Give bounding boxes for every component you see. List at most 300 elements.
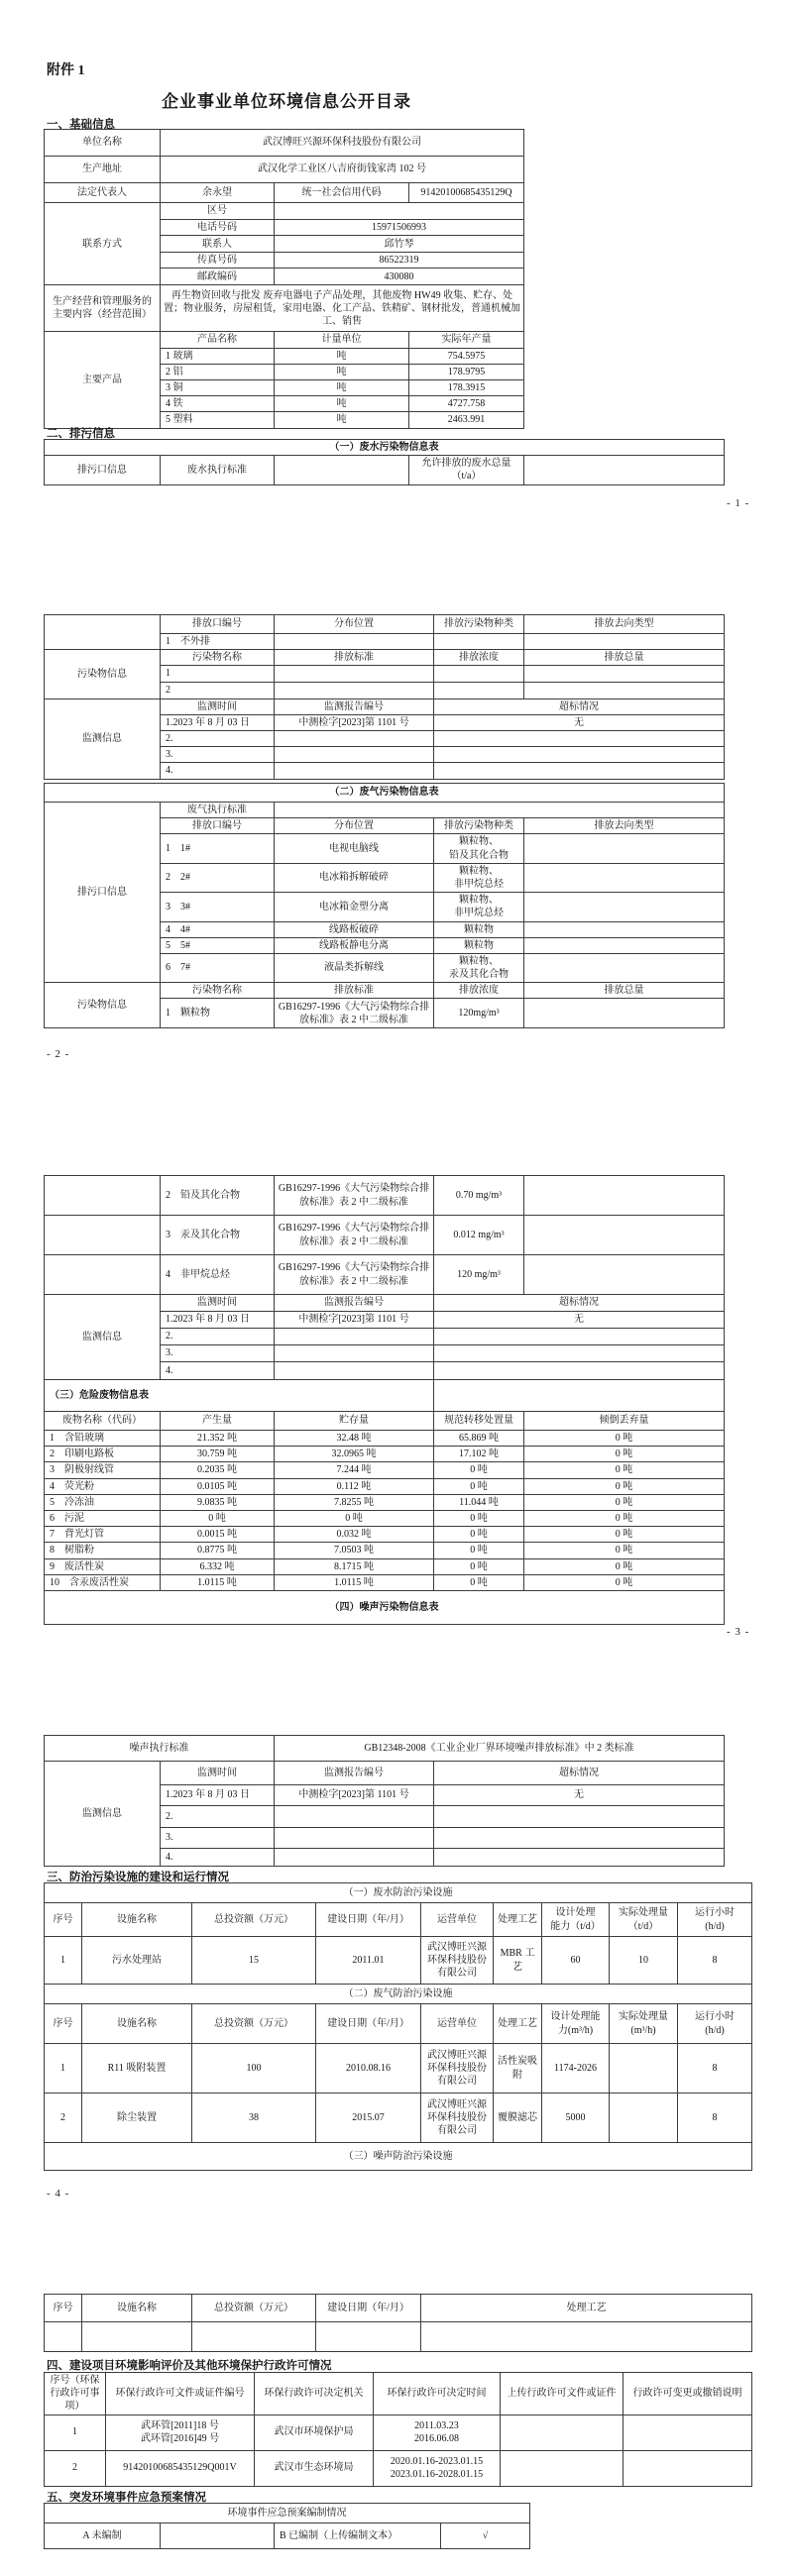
table-cell: 建设日期（年/月） — [316, 1903, 421, 1937]
table-cell: 排放口编号 — [161, 818, 275, 834]
table-cell: 排污口信息 — [45, 803, 161, 983]
table-cell: 2. — [161, 1329, 275, 1345]
waste-gas-pollutant-table — [44, 783, 725, 1028]
table-cell — [524, 1216, 725, 1255]
table-cell: 0 吨 — [275, 1510, 434, 1526]
table-cell — [316, 2322, 421, 2352]
table-cell: 5 5# — [161, 937, 275, 953]
table-cell: 1 — [45, 2044, 82, 2093]
table-cell: 4727.758 — [409, 396, 524, 412]
table-cell: 2011.01 — [316, 1937, 421, 1985]
table-cell: 线路板破碎 — [275, 921, 434, 937]
table-cell: 吨 — [275, 396, 409, 412]
table — [44, 439, 725, 485]
table-cell: 2 — [45, 2093, 82, 2143]
table-cell: 3. — [161, 1345, 275, 1362]
table-cell — [275, 1806, 434, 1828]
table-cell: 排放标准 — [275, 983, 434, 999]
table-cell: （三）危险废物信息表 — [45, 1380, 434, 1412]
table — [44, 1882, 752, 2171]
table-cell: 178.9795 — [409, 364, 524, 379]
table-cell — [434, 1329, 725, 1345]
table-cell: 联系人 — [161, 236, 275, 253]
table-cell — [623, 2450, 752, 2486]
table-cell: 32.48 吨 — [275, 1431, 434, 1447]
table-cell: 电话号码 — [161, 220, 275, 236]
page-number: - 1 - — [727, 497, 750, 509]
table-cell — [275, 1362, 434, 1380]
table-cell: 120mg/m³ — [434, 999, 524, 1028]
table-cell — [524, 1176, 725, 1216]
table-cell: 2463.991 — [409, 412, 524, 428]
table-cell — [524, 666, 725, 682]
table-cell: 建设日期（年/月） — [316, 2004, 421, 2044]
table-cell: 0.70 mg/m³ — [434, 1176, 524, 1216]
emergency-plan-table — [44, 2503, 530, 2549]
table-cell: 15 — [192, 1937, 316, 1985]
table-cell: 2 — [45, 2450, 106, 2486]
table-cell: 计量单位 — [275, 332, 409, 348]
table-cell: 0 吨 — [524, 1494, 725, 1510]
table-cell: （二）废气污染物信息表 — [45, 784, 725, 803]
table-cell: 污染物信息 — [45, 983, 161, 1028]
table-cell: 余永望 — [161, 183, 275, 203]
table-cell: 1 1# — [161, 834, 275, 863]
table-cell: 2015.07 — [316, 2093, 421, 2143]
table-cell: 91420100685435129Q — [409, 183, 524, 203]
table-cell: 0 吨 — [434, 1558, 524, 1574]
table-cell: 主要产品 — [45, 332, 161, 428]
table-cell: 1 不外排 — [161, 634, 275, 650]
table-cell: 30.759 吨 — [161, 1447, 275, 1462]
table-cell: 2020.01.16-2023.01.15 2023.01.16-2028.01.15 — [374, 2450, 501, 2486]
table-cell: 3 3# — [161, 893, 275, 921]
table-cell: 运行小时 (h/d) — [678, 2004, 752, 2044]
table-cell: 颗粒物 — [434, 937, 524, 953]
table-cell: 设计处理能 力(m³/h) — [542, 2004, 610, 2044]
table — [44, 2294, 752, 2352]
table-cell: 38 — [192, 2093, 316, 2143]
table-cell — [275, 1329, 434, 1345]
table-cell: 6 污泥 — [45, 1510, 161, 1526]
table-cell — [275, 730, 434, 746]
table-cell: R11 吸附装置 — [82, 2044, 192, 2093]
table-cell: 设计处理 能力（t/d） — [542, 1903, 610, 1937]
table-cell: 废水执行标准 — [161, 456, 275, 484]
table-cell: 序号 — [45, 1903, 82, 1937]
wastewater-pollutant-table-header — [44, 439, 725, 485]
table-cell: 吨 — [275, 364, 409, 379]
table-cell: 0 吨 — [524, 1574, 725, 1590]
table-cell — [524, 953, 725, 982]
table-cell: 86522319 — [275, 253, 524, 268]
table-cell: 排放总量 — [524, 983, 725, 999]
table-cell: 2 印刷电路板 — [45, 1447, 161, 1462]
table-cell: 单位名称 — [45, 130, 161, 157]
table-cell — [275, 682, 434, 698]
table — [44, 2503, 530, 2549]
table-cell: 8.1715 吨 — [275, 1558, 434, 1574]
table-cell: 设施名称 — [82, 2004, 192, 2044]
noise-pollutant-table — [44, 1735, 725, 1867]
table-cell: 7.0503 吨 — [275, 1543, 434, 1558]
table-cell: 生产地址 — [45, 157, 161, 183]
table-cell: 6 7# — [161, 953, 275, 982]
table-cell: 噪声执行标准 — [45, 1736, 275, 1762]
table-cell: 中测检字[2023]第 1101 号 — [275, 1312, 434, 1329]
table-cell: 0.032 吨 — [275, 1527, 434, 1543]
table-cell: 1 玻璃 — [161, 348, 275, 364]
table-cell: 处理工艺 — [421, 2295, 752, 2322]
table-cell — [275, 1828, 434, 1849]
table-cell: 监测时间 — [161, 1762, 275, 1785]
table-cell: 建设日期（年/月） — [316, 2295, 421, 2322]
table-cell: 处理工艺 — [494, 1903, 542, 1937]
table-cell: 序号 — [45, 2295, 82, 2322]
table-cell: 排放污染物种类 — [434, 615, 524, 634]
table-cell — [524, 893, 725, 921]
table — [44, 2372, 752, 2487]
table-cell: 1 — [161, 666, 275, 682]
table-cell: 2. — [161, 730, 275, 746]
table-cell: 监测报告编号 — [275, 1762, 434, 1785]
table-cell — [434, 1345, 725, 1362]
table-cell: 8 — [678, 1937, 752, 1985]
wastewater-pollutant-table-continued — [44, 614, 725, 780]
section-heading-facilities: 三、防治污染设施的建设和运行情况 — [47, 1872, 229, 1883]
table-cell: 吨 — [275, 412, 409, 428]
table-cell: 排放污染物种类 — [434, 818, 524, 834]
table-cell: 贮存量 — [275, 1412, 434, 1431]
table-cell: 0 吨 — [524, 1543, 725, 1558]
table-cell: 排污口信息 — [45, 456, 161, 484]
table-cell: 颗粒物 — [434, 921, 524, 937]
table-cell: 武汉化学工业区八吉府街钱家湾 102 号 — [161, 157, 524, 183]
table-cell: 颗粒物、 铅及其化合物 — [434, 834, 524, 863]
table-cell: 3 汞及其化合物 — [161, 1216, 275, 1255]
table-cell — [434, 1849, 725, 1867]
table-cell: 上传行政许可文件或证件 — [501, 2373, 623, 2415]
table-cell: 武汉博旺兴源 环保科技股份 有限公司 — [421, 2093, 494, 2143]
table-cell: 0 吨 — [524, 1558, 725, 1574]
table-cell — [275, 203, 524, 220]
table-cell: 1.2023 年 8 月 03 日 — [161, 714, 275, 730]
table-cell: 区号 — [161, 203, 275, 220]
table-cell: 线路板静电分离 — [275, 937, 434, 953]
table-cell: 序号 — [45, 2004, 82, 2044]
table-cell: 3 铜 — [161, 379, 275, 395]
table-cell: 再生物资回收与批发 废弃电器电子产品处理，其他废物 HW49 收集、贮存、处置；物业服务，房屋租赁，家用电器、化工产品、铁精矿、钢材批发，普通机械加工、销售 — [161, 285, 524, 332]
table-cell: 监测时间 — [161, 1295, 275, 1312]
table-cell: 32.0965 吨 — [275, 1447, 434, 1462]
table-cell: 总投资额（万元） — [192, 2295, 316, 2322]
table-cell — [275, 634, 434, 650]
table-cell: 7 背光灯管 — [45, 1527, 161, 1543]
table-cell: 1.0115 吨 — [161, 1574, 275, 1590]
table-cell: 17.102 吨 — [434, 1447, 524, 1462]
table-cell: 废物名称（代码） — [45, 1412, 161, 1431]
table-cell: （三）噪声防治污染设施 — [45, 2143, 752, 2171]
table-cell: 4 4# — [161, 921, 275, 937]
table-cell: GB16297-1996《大气污染物综合排放标准》表 2 中二级标准 — [275, 999, 434, 1028]
table-cell — [524, 634, 725, 650]
table-cell: 100 — [192, 2044, 316, 2093]
table-cell: 8 — [678, 2044, 752, 2093]
table-cell — [524, 937, 725, 953]
document-title: 企业事业单位环境信息公开目录 — [162, 92, 411, 111]
table-cell: 实际年产量 — [409, 332, 524, 348]
table-cell: GB12348-2008《工业企业厂界环境噪声排放标准》中 2 类标准 — [275, 1736, 725, 1762]
table-cell: 传真号码 — [161, 253, 275, 268]
table-cell — [524, 863, 725, 892]
table-cell: 0 吨 — [434, 1574, 524, 1590]
table-cell: 除尘装置 — [82, 2093, 192, 2143]
table-cell: 产品名称 — [161, 332, 275, 348]
table-cell: 0.8775 吨 — [161, 1543, 275, 1558]
section-heading-permits: 四、建设项目环境影响评价及其他环境保护行政许可情况 — [47, 2360, 332, 2372]
table-cell: 0 吨 — [434, 1462, 524, 1478]
table-cell: 4 荧光粉 — [45, 1478, 161, 1494]
table-cell: 5 塑料 — [161, 412, 275, 428]
table-cell: 排放标准 — [275, 650, 434, 666]
table-cell: 0 吨 — [524, 1431, 725, 1447]
table-cell: 电冰箱拆解破碎 — [275, 863, 434, 892]
noise-control-facilities-table — [44, 2294, 752, 2352]
table-cell: 2 铝 — [161, 364, 275, 379]
table-cell — [161, 2523, 275, 2549]
table-cell: （四）噪声污染物信息表 — [45, 1590, 725, 1624]
table-cell: MBR 工艺 — [494, 1937, 542, 1985]
table-cell: 监测信息 — [45, 698, 161, 779]
table-cell: 15971506993 — [275, 220, 524, 236]
table-cell — [275, 747, 434, 763]
table-cell: 排放去向类型 — [524, 615, 725, 634]
table-cell: √ — [441, 2523, 530, 2549]
table-cell: 0 吨 — [524, 1527, 725, 1543]
table-cell — [275, 1849, 434, 1867]
table-cell: 1.2023 年 8 月 03 日 — [161, 1785, 275, 1806]
table-cell: 4. — [161, 1849, 275, 1867]
table-cell: 754.5975 — [409, 348, 524, 364]
table-cell: 10 含汞废活性炭 — [45, 1574, 161, 1590]
table-cell: 联系方式 — [45, 203, 161, 285]
table-cell: 允许排放的废水总量 （t/a） — [409, 456, 524, 484]
table — [44, 783, 725, 1028]
table-cell — [501, 2450, 623, 2486]
table-cell: 分布位置 — [275, 818, 434, 834]
table-cell: A 未编制 — [45, 2523, 161, 2549]
table — [44, 129, 524, 429]
table-cell — [524, 456, 725, 484]
table-cell: 法定代表人 — [45, 183, 161, 203]
table-cell — [45, 615, 161, 650]
table-cell — [434, 1380, 725, 1412]
table-cell — [82, 2322, 192, 2352]
table-cell — [610, 2093, 678, 2143]
table-cell: GB16297-1996《大气污染物综合排放标准》表 2 中二级标准 — [275, 1216, 434, 1255]
table-cell: 实际处理量 (m³/h) — [610, 2004, 678, 2044]
table-cell — [434, 1828, 725, 1849]
table-cell: 9.0835 吨 — [161, 1494, 275, 1510]
table-cell: 设施名称 — [82, 1903, 192, 1937]
table-cell: 产生量 — [161, 1412, 275, 1431]
table-cell: 60 — [542, 1937, 610, 1985]
table-cell — [45, 2322, 82, 2352]
table-cell: 中测检字[2023]第 1101 号 — [275, 714, 434, 730]
table-cell: 武汉博旺兴源环保科技股份有限公司 — [161, 130, 524, 157]
table-cell: 8 树脂粉 — [45, 1543, 161, 1558]
table-cell: 运行小时 (h/d) — [678, 1903, 752, 1937]
attachment-label: 附件 1 — [47, 63, 85, 78]
table-cell: 无 — [434, 1312, 725, 1329]
table-cell: 1.0115 吨 — [275, 1574, 434, 1590]
administrative-permits-table — [44, 2372, 752, 2487]
table-cell: 运营单位 — [421, 1903, 494, 1937]
section-heading-basic-info: 一、基础信息 — [47, 119, 115, 131]
table-cell: 91420100685435129Q001V — [106, 2450, 255, 2486]
table-cell: 2010.08.16 — [316, 2044, 421, 2093]
table-cell: 废气执行标准 — [161, 803, 275, 818]
table-cell: 0 吨 — [524, 1478, 725, 1494]
table-cell: 排放浓度 — [434, 650, 524, 666]
table-cell: 120 mg/m³ — [434, 1255, 524, 1295]
table-cell: 邮政编码 — [161, 268, 275, 285]
table-cell: 排放口编号 — [161, 615, 275, 634]
table-cell: 0 吨 — [434, 1543, 524, 1558]
table — [44, 1735, 725, 1867]
table-cell: 分布位置 — [275, 615, 434, 634]
table-cell: 电视电脑线 — [275, 834, 434, 863]
table-cell: 超标情况 — [434, 1762, 725, 1785]
table-cell: 污染物信息 — [45, 650, 161, 698]
table-cell — [434, 730, 725, 746]
table-cell: 1174-2026 — [542, 2044, 610, 2093]
table-cell — [610, 2044, 678, 2093]
table-cell — [275, 1345, 434, 1362]
table-cell — [45, 1176, 161, 1216]
table-cell: 1 颗粒物 — [161, 999, 275, 1028]
table-cell: 4. — [161, 763, 275, 779]
table-cell — [275, 803, 725, 818]
table-cell: 0.0015 吨 — [161, 1527, 275, 1543]
table-cell: 2 — [161, 682, 275, 698]
table-cell: 430080 — [275, 268, 524, 285]
table-cell — [524, 921, 725, 937]
table-cell: 0 吨 — [524, 1510, 725, 1526]
table-cell: GB16297-1996《大气污染物综合排放标准》表 2 中二级标准 — [275, 1176, 434, 1216]
table-cell: 统一社会信用代码 — [275, 183, 409, 203]
table-cell: 中测检字[2023]第 1101 号 — [275, 1785, 434, 1806]
table-cell: 环保行政许可决定机关 — [255, 2373, 374, 2415]
page-number: - 3 - — [727, 1626, 750, 1638]
table-cell: 监测报告编号 — [275, 698, 434, 714]
table-cell: 0 吨 — [434, 1527, 524, 1543]
table-cell: 实际处理量 （t/d） — [610, 1903, 678, 1937]
table-cell: 1 含铅玻璃 — [45, 1431, 161, 1447]
table-cell — [524, 1255, 725, 1295]
table-cell — [623, 2415, 752, 2450]
table-cell: 178.3915 — [409, 379, 524, 395]
table — [44, 1175, 725, 1625]
table-cell: 0 吨 — [524, 1447, 725, 1462]
table-cell — [434, 666, 524, 682]
table-cell: 环境事件应急预案编制情况 — [45, 2504, 530, 2523]
table-cell: 处理工艺 — [494, 2004, 542, 2044]
table-cell: 11.044 吨 — [434, 1494, 524, 1510]
table-cell: 5 冷冻油 — [45, 1494, 161, 1510]
table-cell: 规范转移处置量 — [434, 1412, 524, 1431]
table-cell: 监测信息 — [45, 1762, 161, 1867]
table-cell: 0.0105 吨 — [161, 1478, 275, 1494]
table-cell: 0 吨 — [524, 1462, 725, 1478]
section-heading-emergency-plan: 五、突发环境事件应急预案情况 — [47, 2492, 206, 2504]
waste-gas-continued-and-hazardous-waste-table — [44, 1175, 725, 1625]
table-cell: （一）废水防治污染设施 — [45, 1883, 752, 1903]
table-cell: 行政许可变更或撤销说明 — [623, 2373, 752, 2415]
table-cell: 活性炭吸附 — [494, 2044, 542, 2093]
table-cell: 环保行政许可决定时间 — [374, 2373, 501, 2415]
table-cell: 1.2023 年 8 月 03 日 — [161, 1312, 275, 1329]
table-cell: 8 — [678, 2093, 752, 2143]
table-cell: 4 铁 — [161, 396, 275, 412]
table-cell — [421, 2322, 752, 2352]
table-cell: 环保行政许可文件或证件编号 — [106, 2373, 255, 2415]
table-cell: 排放去向类型 — [524, 818, 725, 834]
table-cell: 6.332 吨 — [161, 1558, 275, 1574]
table-cell: 7.8255 吨 — [275, 1494, 434, 1510]
table-cell: 液晶类拆解线 — [275, 953, 434, 982]
table-cell — [275, 456, 409, 484]
section-heading-discharge-info: 二、排污信息 — [47, 428, 115, 440]
table-cell: 吨 — [275, 348, 409, 364]
table-cell: 颗粒物、 汞及其化合物 — [434, 953, 524, 982]
table-cell: 排放总量 — [524, 650, 725, 666]
table-cell — [434, 634, 524, 650]
table-cell: 2 2# — [161, 863, 275, 892]
table-cell: 2011.03.23 2016.06.08 — [374, 2415, 501, 2450]
table-cell: 0.012 mg/m³ — [434, 1216, 524, 1255]
table-cell — [524, 834, 725, 863]
page-number: - 2 - — [47, 1048, 70, 1060]
table-cell: 序号（环保行政许可事项） — [45, 2373, 106, 2415]
table-cell: 污水处理站 — [82, 1937, 192, 1985]
table-cell: 监测时间 — [161, 698, 275, 714]
table-cell — [524, 999, 725, 1028]
table-cell: （二）废气防治污染设施 — [45, 1985, 752, 2004]
table-cell: 污染物名称 — [161, 650, 275, 666]
table-cell: 4 非甲烷总烃 — [161, 1255, 275, 1295]
table-cell: 倾倒丢弃量 — [524, 1412, 725, 1431]
table-cell: 监测信息 — [45, 1295, 161, 1380]
basic-info-table — [44, 129, 524, 429]
table-cell: 武环管[2011]18 号 武环管[2016]49 号 — [106, 2415, 255, 2450]
table-cell: 3 阴极射线管 — [45, 1462, 161, 1478]
table-cell: 吨 — [275, 379, 409, 395]
table-cell: （一）废水污染物信息表 — [45, 440, 725, 456]
table-cell: 总投资额（万元） — [192, 1903, 316, 1937]
table-cell: 污染物名称 — [161, 983, 275, 999]
table-cell: 1 — [45, 2415, 106, 2450]
table-cell — [524, 682, 725, 698]
table-cell: 1 — [45, 1937, 82, 1985]
table-cell: 0 吨 — [161, 1510, 275, 1526]
table-cell: 设施名称 — [82, 2295, 192, 2322]
table-cell: 21.352 吨 — [161, 1431, 275, 1447]
table-cell: 3. — [161, 747, 275, 763]
table-cell: 无 — [434, 1785, 725, 1806]
table-cell — [275, 666, 434, 682]
table-cell — [501, 2415, 623, 2450]
